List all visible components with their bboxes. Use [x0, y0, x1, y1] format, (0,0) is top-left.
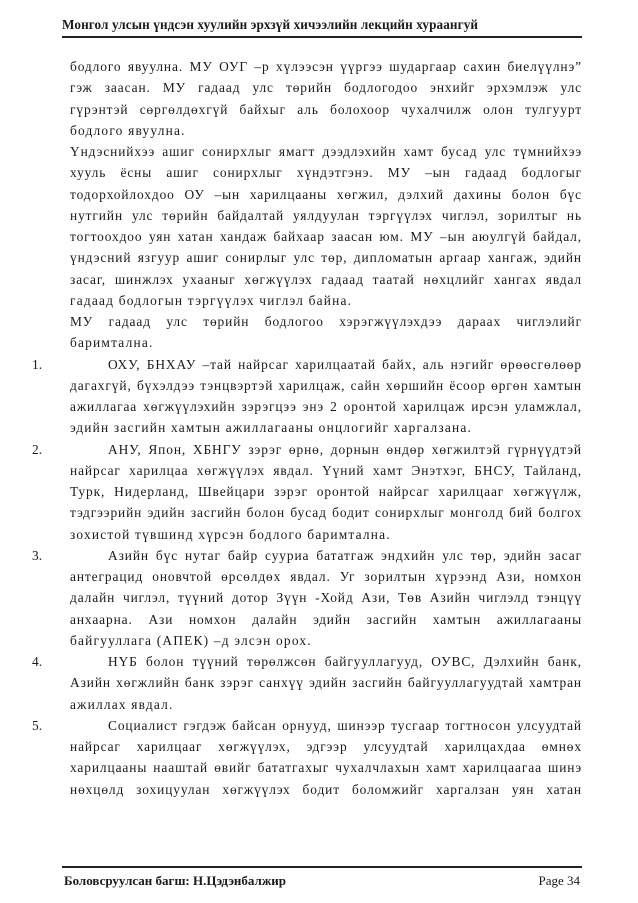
text-line: тэдгээрийн эдийн засгийн болон бусад бодит сонирхлыг монголд бий болгох — [70, 505, 582, 521]
list-item-number: 5. — [32, 717, 43, 733]
text-line: далайн чиглэл, түүний дотор Зүүн -Хойд Ази, Төв Азийн чиглэлд тэнцүү — [70, 590, 582, 606]
text-line: байгууллага (АПЕК) –д элсэн орох. — [70, 632, 312, 648]
text-line: тогтоохдоо уян хатан хандаж байхаар заасан юм. МУ –ын аюулгүй байдал, — [70, 229, 582, 244]
text-line: дагахгүй, бүхэлдээ тэнцвэртэй харилцаж, сайн хөршийн ёсоор өргөн хамтын — [70, 377, 582, 393]
list-item-first-line — [32, 545, 582, 566]
text-line: нөхцөлд зохицуулан хөгжүүлэх бодит боломжийг харгалзан уян хатан — [70, 781, 582, 797]
text-line: Азийн хөгжлийн банк зэрэг санхүү эдийн засгийн байгууллагуудтай хамтран — [70, 675, 582, 691]
text-line: гэж заасан. МУ гадаад улс төрийн бодлогодоо энхийг эрхэмлэж улс — [70, 80, 582, 96]
text-line: бодлого явуулна. МУ ОУГ –р хүлээсэн үүргээ шударгаар сахин биелүүлнэ” — [70, 59, 582, 74]
list-item-number: 4. — [32, 654, 43, 669]
text-line: баримтална. — [70, 335, 154, 351]
list-item-number: 2. — [32, 441, 43, 457]
text-line: найрсаг харилцаа хөгжүүлэх явдал. Үүний хамт Энэтхэг, БНСУ, Тайланд, — [70, 462, 582, 478]
page-footer — [62, 866, 582, 891]
list-item-first-line — [32, 439, 582, 460]
text-line: Турк, Нидерланд, Швейцари зэрэг оронтой найрсаг харилцааг хөгжүүлж, — [70, 484, 582, 499]
text-line: найрсаг харилцааг хөгжүүлэх, эдгээр улсуудтай харилцахдаа өмнөх — [70, 739, 582, 754]
text-line: бодлого явуулна. — [70, 122, 186, 138]
text-line: засаг, шинжлэх ухааныг хөгжүүлэх гадаад таатай нөхцлийг хангах явдал — [70, 271, 582, 287]
text-line: хууль ёсны ашиг сонирхлыг хүндэтгэнэ. МУ –ын гадаад бодлогыг — [70, 165, 582, 181]
text-line: гүрэнтэй сөргөлдөхгүй байхыг аль болохоор чухалчилж олон тулгуурт — [70, 101, 582, 117]
text-line: анхаарна. Ази номхон далайн эдийн засгийн хамтын ажиллагааны — [70, 611, 582, 627]
list-item-text: Социалист гэгдэж байсан орнууд, шинээр тусгаар тогтносон улсуудтай — [108, 717, 582, 733]
text-line: нутгийн улс төрийн байдалтай уялдуулан тэргүүлэх чиглэл, зорилтыг нь — [70, 207, 582, 223]
text-line: эдийн засгийн хамтын ажиллагааны онцлогийг харгалзана. — [70, 420, 473, 436]
page-header — [62, 14, 582, 38]
list-item-first-line — [32, 651, 582, 672]
text-line: ажиллах явдал. — [70, 696, 174, 712]
text-line: ажиллагаа хөгжүүлэхийн зэрэгцээ энэ 2 оронтой харилцаж ирсэн уламжлал, — [70, 399, 582, 414]
list-item-text: НҮБ болон түүний төрөлжсөн байгууллагууд, ОУВС, Дэлхийн банк, — [108, 654, 582, 669]
text-line: үндэсний язгуур ашиг сонирлыг улс төр, дипломатын аргаар хангаж, эдийн — [70, 250, 582, 266]
text-line: зохистой түвшинд хүрсэн бодлого баримтална. — [70, 526, 391, 542]
list-item-text: АНУ, Япон, ХБНГУ зэрэг өрнө, дорнын өндөр хөгжилтэй гүрнүүдтэй — [108, 441, 582, 457]
list-item-text: Азийн бүс нутаг байр сууриа бататгаж эндхийн улс төр, эдийн засаг — [108, 547, 582, 563]
document-body — [32, 56, 582, 800]
list-item-text: ОХУ, БНХАУ –тай найрсаг харилцаатай байх, аль нэгийг өрөөсгөлөөр — [108, 356, 582, 372]
footer-author: Боловсруулсан багш: Н.Цэдэнбалжир — [64, 873, 286, 888]
text-line: антеграцид оновчтой өрсөлдөх явдал. Уг зорилтын хүрээнд Ази, номхон — [70, 569, 582, 584]
text-line: харилцааны нааштай өвийг бататгахыг чухалчлахын хамт харилцаагаа шинэ — [70, 760, 582, 776]
text-line: тодорхойлохдоо ОУ –ын харилцааны хөгжил, дэлхий дахины болон бүс — [70, 186, 582, 202]
page-number: Page 34 — [538, 873, 580, 888]
list-item-first-line — [32, 354, 582, 375]
text-line: Үндэснийхээ ашиг сонирхлыг ямагт дээдлэхийн хамт бусад улс түмнийхээ — [70, 144, 582, 159]
text-line: МУ гадаад улс төрийн бодлогоо хэрэгжүүлэхдээ дараах чиглэлийг — [70, 314, 582, 329]
list-item-number: 1. — [32, 356, 43, 372]
list-item-number: 3. — [32, 547, 43, 563]
list-item-first-line — [32, 715, 582, 736]
text-line: гадаад бодлогын тэргүүлэх чиглэл байна. — [70, 292, 353, 308]
header-title: Монгол улсын үндсэн хуулийн эрхзүй хичээлийн лекцийн хураангуй — [62, 17, 479, 32]
